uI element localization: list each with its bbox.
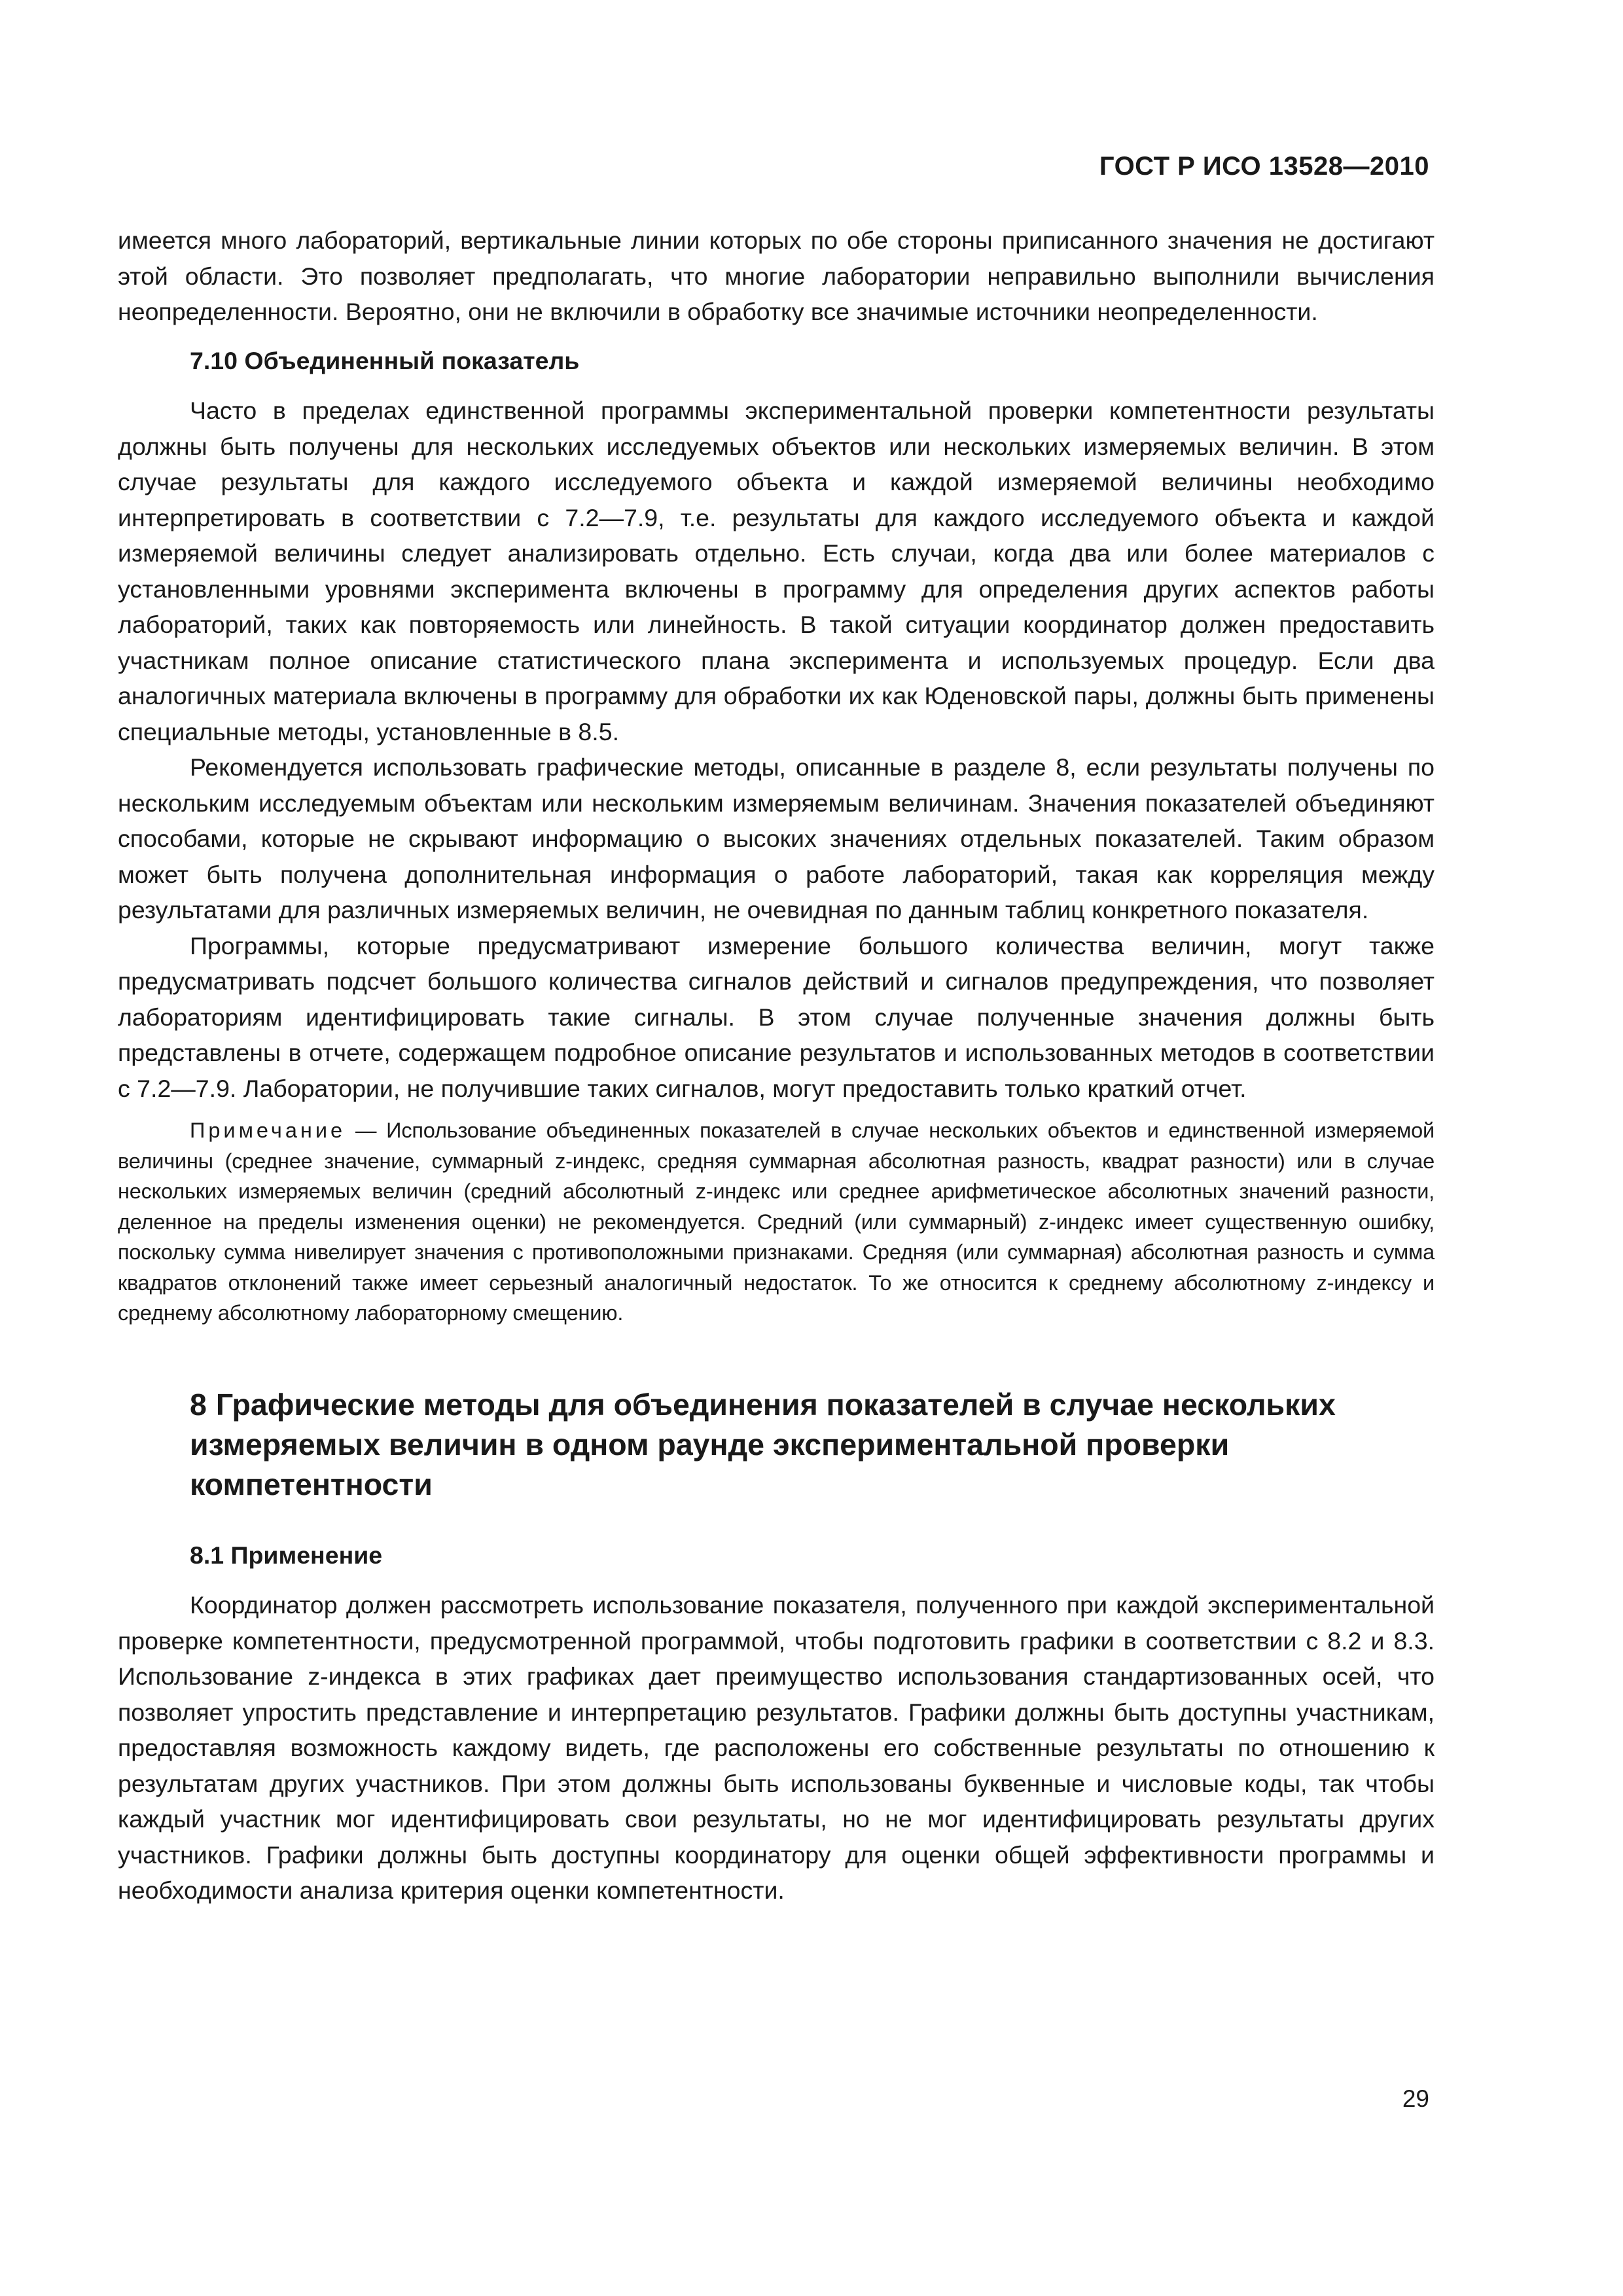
intro-paragraph: имеется много лабораторий, вертикальные линии которых по обе стороны приписанного значения не достигают этой области. Это позволяет предполагать, что многие лаборатории неправильно выполнили вычисления неопределенности. Вероятно, они не включили в обработку все значимые источники неопределенности. — [118, 226, 1435, 325]
note-block — [118, 1115, 1435, 1329]
section-7-10-paragraph-3: Программы, которые предусматривают измерение большого количества величин, могут также предусматривать подсчет большого количества сигналов действий и сигналов предупреждения, что позволяет лабораториям идентифицировать такие сигналы. В этом случае полученные значения должны быть представлены в отчете, содержащем подробное описание результатов и использованных методов в соответствии с 7.2—7.9. Лаборатории, не получившие таких сигналов, могут предоставить только краткий отчет. — [118, 931, 1435, 1102]
section-7-10-paragraph-1: Часто в пределах единственной программы экспериментальной проверки компетентности результаты должны быть получены для нескольких исследуемых объектов или нескольких измеряемых величин. В этом случае результаты для каждого исследуемого объекта и каждой измеряемой величины необходимо интерпретировать в соответствии с 7.2—7.9, т.е. результаты для каждого исследуемого объекта и каждой измеряемой величины следует анализировать отдельно. Есть случаи, когда два или более материалов с установленными уровнями эксперимента включены в программу для определения других аспектов работы лабораторий, таких как повторяемость или линейность. В такой ситуации координатор должен предоставить участникам полное описание статистического плана эксперимента и используемых процедур. Если два аналогичных материала включены в программу для обработки их как Юденовской пары, должны быть применены специальные методы, установленные в 8.5. — [118, 397, 1435, 745]
page-number: 29 — [1402, 2085, 1429, 2112]
page-content — [118, 223, 1435, 1909]
document-code-header: ГОСТ Р ИСО 13528—2010 — [1099, 152, 1429, 181]
section-7-10-heading: 7.10 Объединенный показатель — [190, 346, 580, 374]
section-7-10-paragraph-2: Рекомендуется использовать графические методы, описанные в разделе 8, если результаты получены по нескольким исследуемым объектам или нескольким измеряемым величинам. Значения показателей объединяют способами, которые не скрывают информацию о высоких значениях отдельных показателей. Таким образом может быть получена дополнительная информация о работе лабораторий, такая как корреляция между результатами для различных измеряемых величин, не очевидная по данным таблиц конкретного показателя. — [118, 753, 1435, 924]
section-8-heading — [190, 1385, 1435, 1505]
note-text: — Использование объединенных показателей в случае нескольких объектов и единственной измеряемой величины (среднее значение, суммарный z-индекс, средняя суммарная абсолютная разность, квадрат разности) или в случае нескольких измеряемых величин (средний абсолютный z-индекс или среднее арифметическое абсолютных значений разности, деленное на пределы изменения оценки) не рекомендуется. Средний (или суммарный) z-индекс имеет существенную ошибку, поскольку сумма нивелирует значения с противоположными признаками. Средняя (или суммарная) абсолютная разность и сумма квадратов отклонений также имеет серьезный аналогичный недостаток. То же относится к среднему абсолютному z-индексу и среднему абсолютному лабораторному смещению. — [118, 1119, 1435, 1325]
section-8-number: 8 — [190, 1387, 207, 1422]
note-label: Примечание — [190, 1119, 346, 1142]
section-8-1-paragraph: Координатор должен рассмотреть использование показателя, полученного при каждой экспериментальной проверке компетентности, предусмотренной программой, чтобы подготовить графики в соответствии с 8.2 и 8.3. Использование z-индекса в этих графиках дает преимущество использования стандартизованных осей, что позволяет упростить представление и интерпретацию результатов. Графики должны быть доступны участникам, предоставляя возможность каждому видеть, где расположены его собственные результаты по отношению к результатам других участников. При этом должны быть использованы буквенные и числовые коды, так чтобы каждый участник мог идентифицировать свои результаты, но не мог идентифицировать результаты других участников. Графики должны быть доступны координатору для оценки общей эффективности программы и необходимости анализа критерия оценки компетентности. — [118, 1591, 1435, 1904]
section-8-title: Графические методы для объединения показателей в случае нескольких измеряемых величин в одном раунде экспериментальной проверки компетентности — [190, 1387, 1336, 1501]
section-8-1-heading: 8.1 Применение — [190, 1541, 383, 1569]
